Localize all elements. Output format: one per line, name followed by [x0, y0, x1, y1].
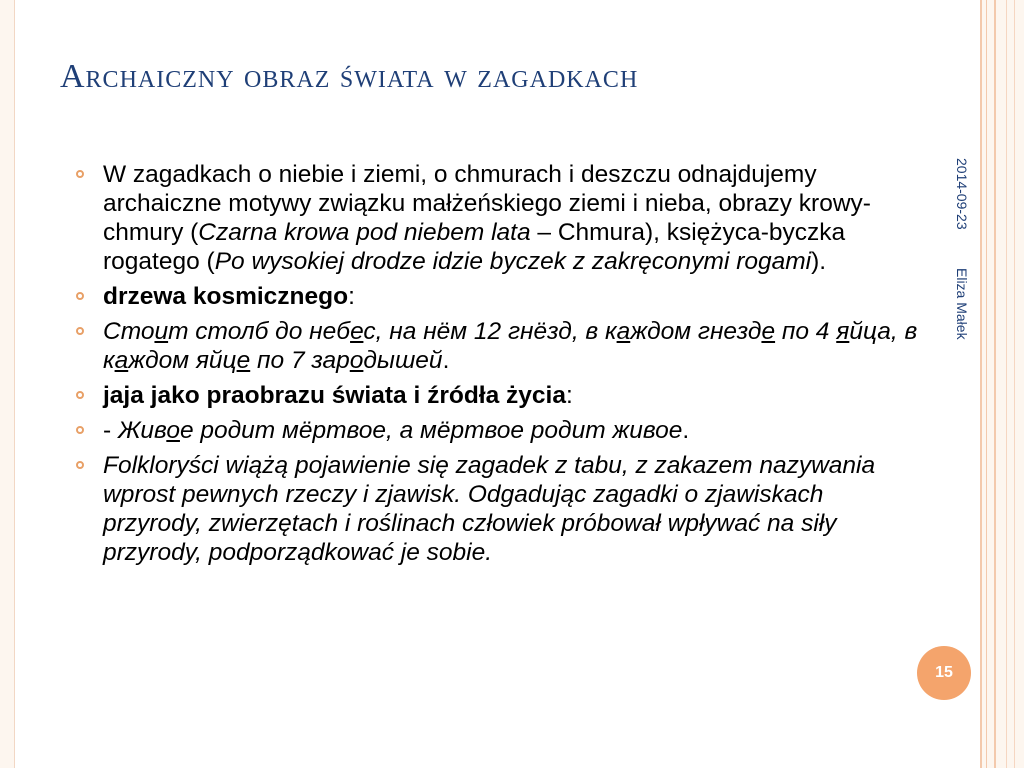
- text-run: по 4: [775, 318, 837, 345]
- page-number: 15: [935, 664, 953, 681]
- russian-riddle: [103, 318, 917, 374]
- bullet-circle-icon: [76, 461, 84, 469]
- italic-paragraph: Folkloryści wiążą pojawienie się zagadek z tabu, z zakazem nazywania wprost pewnych rzeczy i zjawisk. Odgadując zagadki o zjawiskach przyrody, zwierzętach i roślinach człowiek próbował wpływać na siły przyrody, podporządkować je sobie.: [103, 452, 876, 566]
- stripe: [1014, 0, 1015, 768]
- stressed-letter: а: [114, 347, 129, 374]
- stressed-letter: е: [350, 318, 364, 345]
- bullet-circle-icon: [76, 327, 84, 335]
- bullet-circle-icon: [76, 170, 84, 178]
- slide-author: Eliza Małek: [954, 268, 970, 340]
- stressed-letter: а: [616, 318, 631, 345]
- bullet-item-2: [76, 282, 926, 311]
- slide-date: 2014-09-23: [954, 158, 970, 230]
- bullet-list: [76, 160, 926, 573]
- bullet-item-5: [76, 416, 926, 445]
- text-run: ).: [811, 248, 827, 275]
- text-run: – Chmura), księżyca-byczka rogatego (: [103, 219, 846, 275]
- stripe: [1006, 0, 1007, 768]
- stressed-letter: о: [349, 347, 364, 374]
- stripe: [980, 0, 982, 768]
- text-run: .: [682, 417, 690, 444]
- bullet-circle-icon: [76, 426, 84, 434]
- page-number-badge: [917, 646, 971, 700]
- italic-riddle: Czarna krowa pod niebem lata: [198, 219, 531, 246]
- stressed-letter: е: [236, 347, 251, 374]
- stripe: [994, 0, 996, 768]
- text-run: е родит мёртвое, а мёртвое родит живое: [179, 417, 683, 444]
- stressed-letter: е: [761, 318, 776, 345]
- text-run: -: [103, 417, 118, 444]
- text-run: :: [565, 382, 573, 409]
- text-run: Жив: [117, 417, 167, 444]
- slide-title: Archaiczny obraz świata w zagadkach: [60, 58, 639, 95]
- text-run: т столб до неб: [168, 318, 351, 345]
- text-run: .: [442, 347, 450, 374]
- stressed-letter: о: [166, 417, 180, 444]
- text-run: Сто: [103, 318, 155, 345]
- stressed-letter: я: [836, 318, 850, 345]
- text-run: ждом гнезд: [630, 318, 762, 345]
- text-run: :: [348, 283, 355, 310]
- bullet-item-3: [76, 317, 926, 375]
- bullet-item-6: [76, 451, 926, 567]
- text-run: ждом яйц: [128, 347, 237, 374]
- bullet-circle-icon: [76, 292, 84, 300]
- decorative-side-stripes: [980, 0, 1024, 768]
- text-run: с, на нём 12 гнёзд, в к: [363, 318, 617, 345]
- bullet-circle-icon: [76, 391, 84, 399]
- stressed-letter: и: [154, 318, 169, 345]
- bold-heading: drzewa kosmicznego: [103, 283, 349, 310]
- text-run: W zagadkach o niebie i ziemi, o chmurach i deszczu odnajdujemy archaiczne motywy związku małżeńskiego ziemi i nieba, obrazy krowy-chmury (: [103, 161, 871, 246]
- italic-riddle: Po wysokiej drodze idzie byczek z zakręconymi rogami: [214, 248, 812, 275]
- bold-heading: jaja jako praobrazu świata i źródła życia: [103, 382, 566, 409]
- bullet-item-1: [76, 160, 926, 276]
- stripe: [986, 0, 987, 768]
- text-run: йца, в к: [103, 318, 918, 374]
- bullet-item-4: [76, 381, 926, 410]
- text-run: дышей: [363, 347, 443, 374]
- russian-riddle: [118, 417, 682, 444]
- text-run: по 7 зар: [250, 347, 350, 374]
